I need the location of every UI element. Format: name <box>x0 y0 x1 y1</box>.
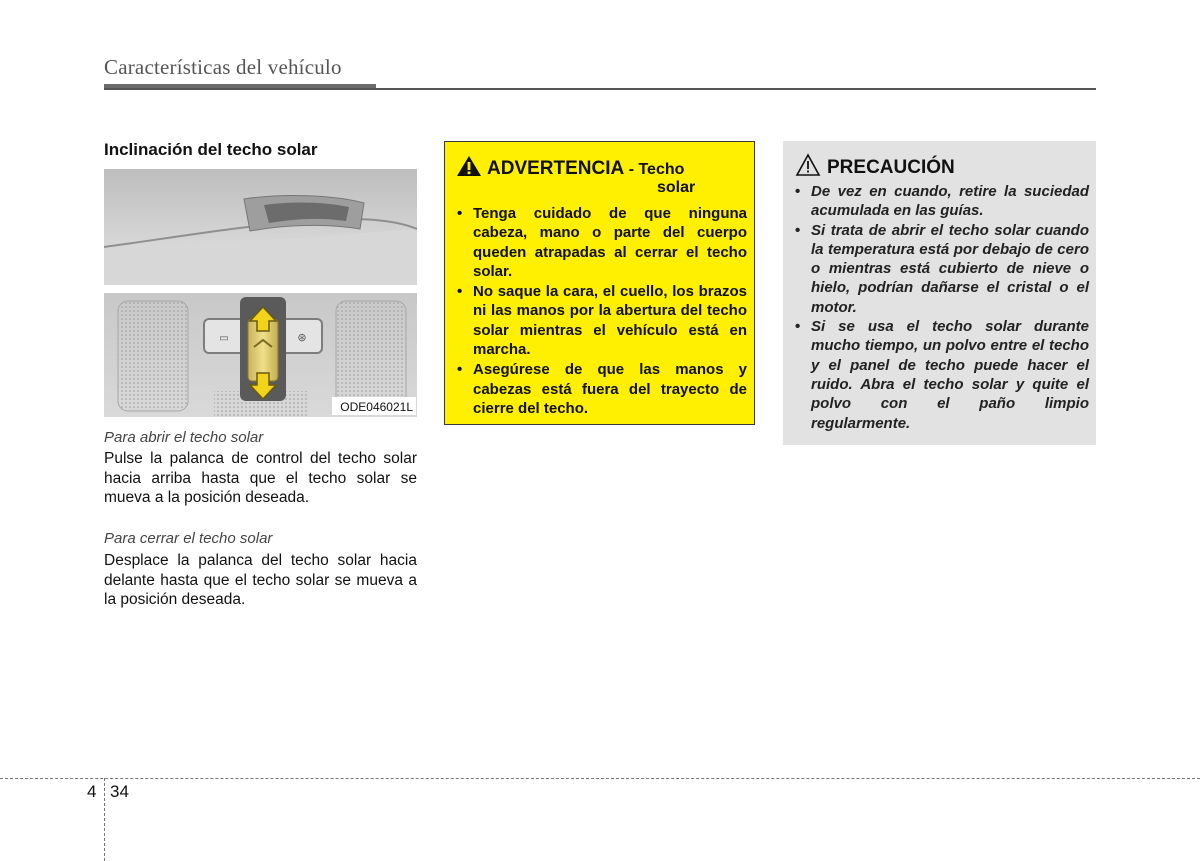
warning-subtitle-part1: - Techo <box>628 161 685 178</box>
caution-item: • De vez en cuando, retire la suciedad acumulada en las guías. <box>793 182 1089 221</box>
warning-list <box>455 204 747 419</box>
figure-code: ODE046021L <box>340 400 413 414</box>
caution-triangle-icon <box>795 153 821 177</box>
warning-heading <box>487 158 684 180</box>
close-paragraph: Desplace la palanca del techo solar hacia delante hasta que el techo solar se mueva a la posición deseada. <box>104 552 417 608</box>
caution-box <box>783 141 1096 445</box>
caution-title: PRECAUCIÓN <box>827 157 955 178</box>
caution-list <box>793 182 1089 433</box>
header-rule <box>104 88 1096 90</box>
caution-item: • Si se usa el techo solar durante mucho tiempo, un polvo entre el techo y el panel de techo puede hacer el ruido. Abra el techo solar y quite el polvo con el paño limpio regularmente. <box>793 317 1089 433</box>
warning-title: ADVERTENCIA <box>487 158 625 179</box>
footer-divider <box>0 778 1200 779</box>
page-header-title: Características del vehículo <box>104 55 342 79</box>
open-subhead: Para abrir el techo solar <box>104 429 264 446</box>
sunroof-figure <box>104 169 417 417</box>
section-heading: Inclinación del techo solar <box>104 140 318 159</box>
warning-item: • Tenga cuidado de que ninguna cabeza, mano o parte del cuerpo queden atrapadas al cerrar el techo solar. <box>455 204 747 281</box>
close-subhead: Para cerrar el techo solar <box>104 530 273 547</box>
sunroof-tilt-switch-illustration <box>104 169 417 417</box>
footer-vertical-divider <box>104 778 105 861</box>
warning-item: • Asegúrese de que las manos y cabezas está fuera del trayecto de cierre del techo. <box>455 360 747 418</box>
warning-box <box>444 141 755 425</box>
chapter-number: 4 <box>87 782 97 801</box>
open-paragraph: Pulse la palanca de control del techo solar hacia arriba hasta que el techo solar se mueva a la posición deseada. <box>104 450 417 506</box>
page-number: 34 <box>110 782 129 801</box>
caution-item: • Si trata de abrir el techo solar cuando la temperatura está por debajo de cero o mientras está cubierto de nieve o hielo, podrían dañarse el cristal o el motor. <box>793 221 1089 317</box>
warning-item: • No saque la cara, el cuello, los brazos ni las manos por la abertura del techo solar mientras el vehículo está en marcha. <box>455 282 747 359</box>
warning-subtitle-part2: solar <box>657 179 696 196</box>
svg-text:⊛: ⊛ <box>297 331 307 344</box>
svg-text:▭: ▭ <box>219 333 229 344</box>
warning-triangle-icon <box>455 154 483 178</box>
